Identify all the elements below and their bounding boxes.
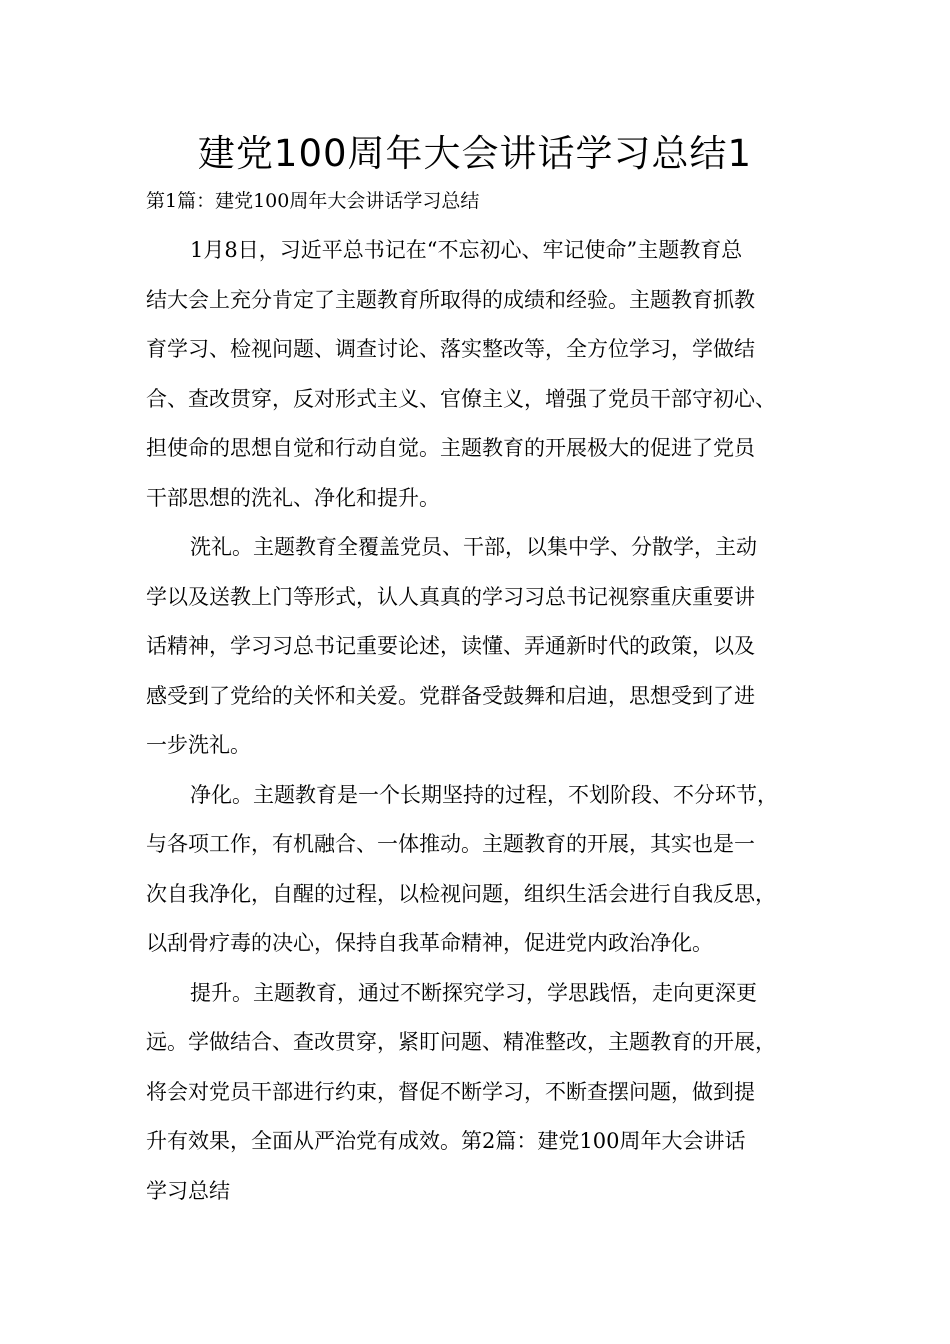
text-line: 结大会上充分肯定了主题教育所取得的成绩和经验。主题教育抓教 xyxy=(146,287,755,312)
text-line: 感受到了党给的关怀和关爱。党群备受鼓舞和启迪，思想受到了进 xyxy=(146,683,755,708)
text-line: 干部思想的洗礼、净化和提升。 xyxy=(146,485,440,510)
text-line: 提升。主题教育，通过不断探究学习，学思践悟，走向更深更 xyxy=(190,980,757,1005)
text-line: 远。学做结合、查改贯穿，紧盯问题、精准整改，主题教育的开展， xyxy=(146,1030,776,1054)
text-line: 以刮骨疗毒的决心，保持自我革命精神，促进党内政治净化。 xyxy=(146,931,713,955)
text-line: 升有效果，全面从严治党有成效。第2篇：建党100周年大会讲话 xyxy=(146,1129,746,1153)
text-line: 与各项工作，有机融合、一体推动。主题教育的开展，其实也是一 xyxy=(146,832,755,856)
paragraph-baptism xyxy=(146,523,824,771)
text-line: 学以及送教上门等形式，认人真真的学习习总书记视察重庆重要讲 xyxy=(146,584,755,609)
text-line: 净化。主题教育是一个长期坚持的过程，不划阶段、不分环节， xyxy=(190,782,778,807)
document-body xyxy=(146,226,824,1216)
section-heading: 第1篇：建党100周年大会讲话学习总结 xyxy=(146,190,480,212)
text-line: 1月8日，习近平总书记在“不忘初心、牢记使命”主题教育总 xyxy=(190,238,743,262)
text-line: 学习总结 xyxy=(146,1178,230,1203)
document-title: 建党100周年大会讲话学习总结1 xyxy=(197,132,753,175)
text-line: 将会对党员干部进行约束，督促不断学习，不断查摆问题，做到提 xyxy=(146,1079,755,1104)
text-line: 话精神，学习习总书记重要论述，读懂、弄通新时代的政策，以及 xyxy=(146,634,755,658)
text-line: 育学习、检视问题、调查讨论、落实整改等，全方位学习，学做结 xyxy=(146,337,755,361)
paragraph-intro xyxy=(146,226,824,523)
text-line: 次自我净化，自醒的过程，以检视问题，组织生活会进行自我反思， xyxy=(146,881,776,906)
text-line: 担使命的思想自觉和行动自觉。主题教育的开展极大的促进了党员 xyxy=(146,436,755,460)
paragraph-purification xyxy=(146,771,824,969)
text-line: 一步洗礼。 xyxy=(146,733,251,757)
paragraph-improvement xyxy=(146,969,824,1217)
text-line: 洗礼。主题教育全覆盖党员、干部，以集中学、分散学，主动 xyxy=(190,535,757,559)
text-line: 合、查改贯穿，反对形式主义、官僚主义，增强了党员干部守初心、 xyxy=(146,386,776,411)
